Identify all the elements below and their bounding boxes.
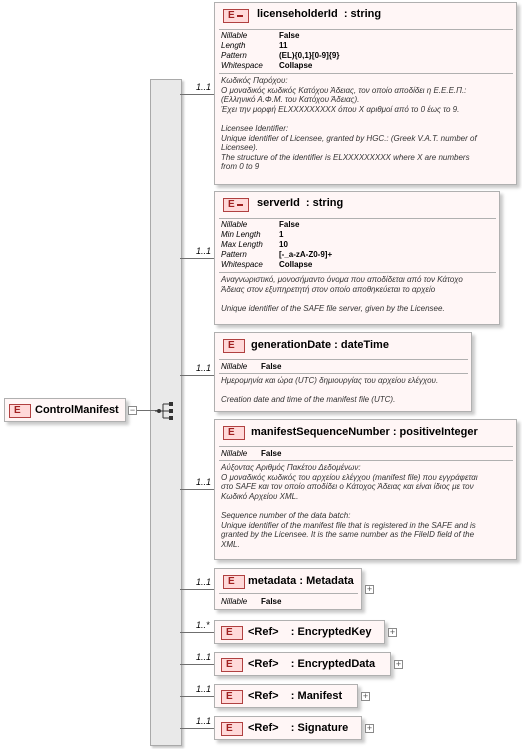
separator [219,593,358,594]
element-badge: E [223,9,249,23]
property-row: Pattern (EL){0,1}[0-9]{9} [221,51,340,60]
separator [219,373,468,374]
root-element-box[interactable] [4,398,126,422]
element-badge: E [221,626,243,640]
element-title: generationDate : dateTime [251,339,389,351]
connector [180,375,215,376]
sequence-icon [155,402,177,420]
property-row: Nillable False [221,220,300,229]
connector [180,664,215,665]
expand-icon[interactable]: + [366,584,373,594]
connector [180,728,215,729]
element-ref-EncryptedKey[interactable] [214,620,385,644]
multiplicity-label: 1..1 [196,363,212,373]
separator [219,29,513,30]
separator [219,446,513,447]
element-title: <Ref> : Manifest [248,690,343,702]
documentation-text: Αύξοντας Αριθμός Πακέτου Δεδομένων: Ο μοναδικός κωδικός του αρχείου ελέγχου (manifest file) που εγγράφεται στο SAFE και τον οποίο αποδίδει ο Κάτοχος Άδειας και είναι ίδιος με τον Κωδικό Αρχείου XML. Sequence number of the data batch: Unique identifier of the manifest file that is registered in the SAFE and is granted by the Licensee. It is the same number as the FileID field of the XML. [221,463,478,549]
element-serverId[interactable] [214,191,500,325]
property-row: Whitespace Collapse [221,260,313,269]
element-badge: E [221,690,243,704]
expand-icon[interactable]: + [362,691,369,701]
expand-icon[interactable]: + [366,723,373,733]
element-manifestSequenceNumber[interactable] [214,419,517,560]
element-title: serverId : string [257,197,344,209]
connector [180,94,215,95]
element-badge: E [221,722,243,736]
element-licenseholderId[interactable] [214,2,517,185]
multiplicity-label: 1..1 [196,652,212,662]
documentation-text: Αναγνωριστικό, μονοσήμαντο όνομα που αποδίδεται από τον Κάτοχο Άδειας στον εξυπηρετητή στον οποίο αποθηκεύεται το αρχείο Unique identifier of the SAFE file server, given by the Licensee. [221,275,463,313]
expand-icon[interactable]: + [395,659,402,669]
element-title: manifestSequenceNumber : positiveInteger [251,426,478,438]
element-generationDate[interactable] [214,332,472,412]
root-element-name: ControlManifest [35,404,119,416]
multiplicity-label: 1..1 [196,246,212,256]
property-row: Nillable False [221,362,282,371]
property-row: Min Length 1 [221,230,284,239]
element-title: metadata : Metadata [248,575,354,587]
connector [180,632,215,633]
multiplicity-label: 1..1 [196,477,212,487]
collapse-icon[interactable]: − [129,405,136,415]
property-row: Nillable False [221,597,282,606]
documentation-text: Ημερομηνία και ώρα (UTC) δημιουργίας του αρχείου ελέγχου. Creation date and time of the manifest file (UTC). [221,376,439,405]
expand-icon[interactable]: + [389,627,396,637]
multiplicity-label: 1..1 [196,684,212,694]
element-ref-Signature[interactable] [214,716,362,740]
connector [180,489,215,490]
multiplicity-label: 1..1 [196,82,212,92]
element-badge: E [9,404,31,418]
element-badge: E [223,426,245,440]
multiplicity-label: 1..1 [196,716,212,726]
element-badge: E [221,658,243,672]
separator [219,218,496,219]
element-ref-Manifest[interactable] [214,684,358,708]
separator [219,73,513,74]
multiplicity-label: 1..1 [196,577,212,587]
connector [180,696,215,697]
element-title: licenseholderId : string [257,8,382,20]
connector [180,589,215,590]
documentation-text: Κωδικός Παρόχου: Ο μοναδικός κωδικός Κατόχου Άδειας, τον οποίο αποδίδει η Ε.Ε.Ε.Π.: (Ελληνικό Α.Φ.Μ. του Κατόχου Άδειας). Έχει την μορφή ELXXXXXXXXX όπου X αριθμοί από το 0 έως το 9. Licensee Identifier: Unique identifier of Licensee, granted by HGC.: (Greek V.A.T. number of Licensee). The structure of the identifier is ELXXXXXXXXX where X are numbers from 0 to 9 [221,76,477,172]
property-row: Pattern [-_a-zA-Z0-9]+ [221,250,333,259]
property-row: Max Length 10 [221,240,288,249]
root-connector [137,410,157,411]
element-badge: E [223,575,245,589]
property-row: Nillable False [221,449,282,458]
connector [180,258,215,259]
element-title: <Ref> : EncryptedData [248,658,376,670]
property-row: Nillable False [221,31,300,40]
separator [219,359,468,360]
element-metadata[interactable] [214,568,362,610]
property-row: Whitespace Collapse [221,61,313,70]
property-row: Length 11 [221,41,288,50]
element-badge: E [223,339,245,353]
element-ref-EncryptedData[interactable] [214,652,391,676]
separator [219,272,496,273]
separator [219,460,513,461]
element-badge: E [223,198,249,212]
multiplicity-label: 1..* [196,620,210,630]
element-title: <Ref> : EncryptedKey [248,626,372,638]
element-title: <Ref> : Signature [248,722,349,734]
